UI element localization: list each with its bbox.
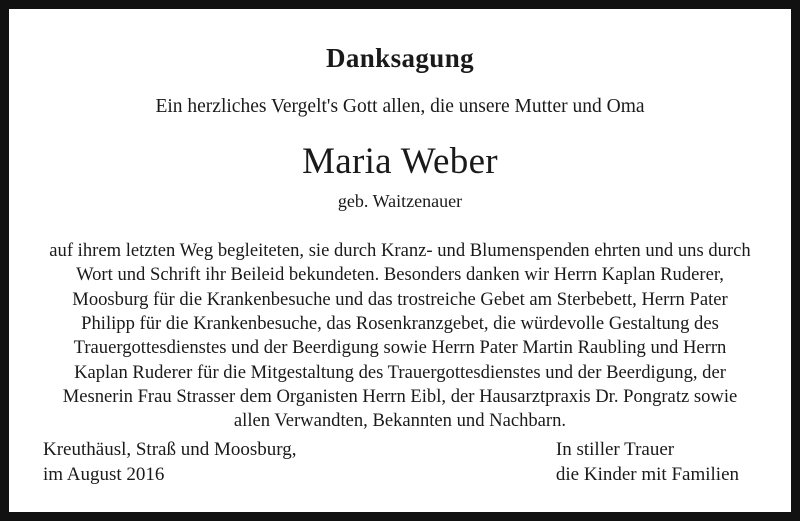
footer-signature [556, 437, 757, 488]
maiden-name: geb. Waitzenauer [337, 191, 463, 211]
footer-mourning-line: In stiller Trauer [555, 438, 675, 460]
intro-text: Ein herzliches Vergelt's Gott allen, die unsere Mutter und Oma [155, 96, 645, 117]
deceased-name: Maria Weber [302, 141, 498, 182]
footer [43, 437, 757, 492]
footer-date: im August 2016 [43, 464, 165, 486]
footer-location: Kreuthäusl, Straß und Moosburg, [43, 438, 297, 460]
thank-you-body-text: auf ihrem letzten Weg begleiteten, sie durch Kranz- und Blumenspenden ehrten und uns durch Wort und Schrift ihr Beileid bekundeten. Besonders danken wir Herrn Kaplan Ruderer, Moosburg für die Krankenbesuche und das trostreiche Gebet am Sterbebett, Herrn Pater Philipp für die Krankenbesuche, das Rosenkranzgebet, die würdevolle Gestaltung des Trauergottesdienstes und der Beerdigung sowie Herrn Pater Martin Raubling und Herrn Kaplan Ruderer für die Mitgestaltung des Trauergottesdienstes und der Beerdigung, der Mesnerin Frau Strasser dem Organisten Herrn Eibl, der Hausarztpraxis Dr. Pongratz sowie allen Verwandten, Bekannten und Nachbarn. [49, 240, 751, 432]
page-title: Danksagung [325, 43, 475, 73]
footer-location-date [43, 437, 297, 488]
footer-family-line: die Kinder mit Familien [555, 464, 739, 486]
